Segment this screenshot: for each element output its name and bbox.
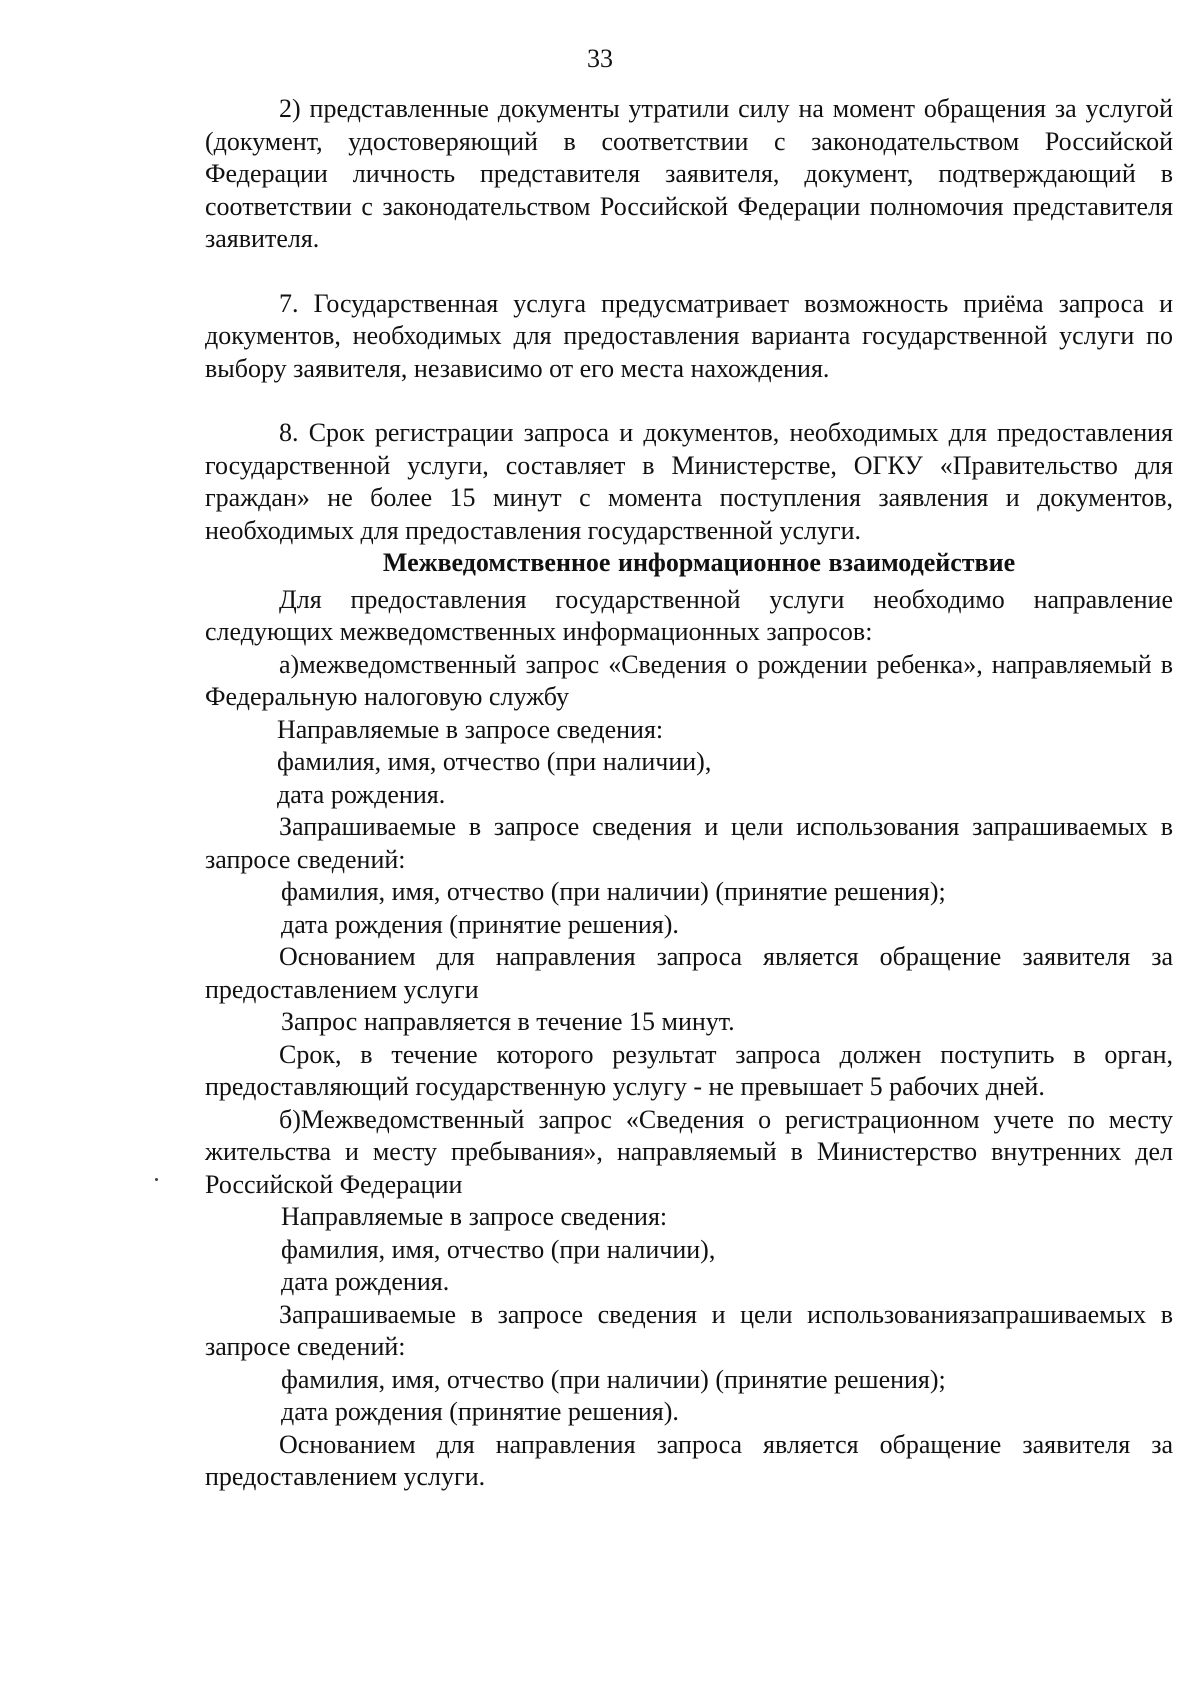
request-a-title: а)межведомственный запрос «Сведения о рождении ребенка», направляемый в Федеральную налоговую службу: [205, 649, 1173, 711]
page-number: 33: [587, 44, 613, 73]
request-a-basis: Основанием для направления запроса является обращение заявителя за предоставлением услуги: [205, 942, 1173, 1004]
request-b-requested-item: фамилия, имя, отчество (при наличии) (принятие решения);: [281, 1364, 946, 1394]
request-a-requested-item: фамилия, имя, отчество (при наличии) (принятие решения);: [281, 877, 946, 906]
text-body: [205, 93, 1173, 1494]
request-a-timing: Запрос направляется в течение 15 минут.: [281, 1007, 735, 1036]
paragraph-8-registration-term: 8. Срок регистрации запроса и документов, необходимых для предоставления государственной услуги, составляет в Министерстве, ОГКУ «Правительство для граждан» не более 15 минут с момента поступления заявления и документов, необходимых для предоставления государственной услуги.: [205, 418, 1173, 545]
request-b-basis: Основанием для направления запроса является обращение заявителя за предоставлением услуги.: [205, 1429, 1173, 1491]
request-a-sent-label: Направляемые в запросе сведения:: [277, 714, 664, 744]
request-b-requested-item: дата рождения (принятие решения).: [281, 1397, 679, 1426]
request-b-sent-item: фамилия, имя, отчество (при наличии),: [281, 1234, 716, 1264]
scan-dot: [155, 1178, 158, 1181]
request-a-sent-item: дата рождения.: [277, 779, 446, 809]
section-heading: Межведомственное информационное взаимодействие: [382, 548, 1016, 577]
request-b-requested-label: Запрашиваемые в запросе сведения и цели использованиязапрашиваемых в запросе сведений:: [205, 1299, 1173, 1361]
request-a-requested-item: дата рождения (принятие решения).: [281, 909, 679, 939]
paragraph-invalid-documents: 2) представленные документы утратили силу на момент обращения за услугой (документ, удостоверяющий в соответствии с законодательством Российской Федерации личность представителя заявителя, документ, подтверждающий в соответствии с законодательством Российской Федерации полномочия представителя заявителя.: [205, 94, 1173, 253]
request-a-requested-label: Запрашиваемые в запросе сведения и цели использования запрашиваемых в запросе сведений:: [205, 812, 1173, 874]
paragraph-7-extraterritorial: 7. Государственная услуга предусматривает возможность приёма запроса и документов, необходимых для предоставления варианта государственной услуги по выбору заявителя, независимо от его места нахождения.: [205, 288, 1173, 383]
paragraph-interagency-intro: Для предоставления государственной услуги необходимо направление следующих межведомственных информационных запросов:: [205, 584, 1173, 646]
request-b-title: б)Межведомственный запрос «Сведения о регистрационном учете по месту жительства и месту пребывания», направляемый в Министерство внутренних дел Российской Федерации: [205, 1104, 1173, 1199]
request-a-sent-item: фамилия, имя, отчество (при наличии),: [277, 747, 712, 776]
request-a-deadline: Срок, в течение которого результат запроса должен поступить в орган, предоставляющий государственную услугу - не превышает 5 рабочих дней.: [205, 1039, 1173, 1101]
request-b-sent-label: Направляемые в запросе сведения:: [281, 1202, 668, 1231]
request-b-sent-item: дата рождения.: [281, 1267, 450, 1296]
